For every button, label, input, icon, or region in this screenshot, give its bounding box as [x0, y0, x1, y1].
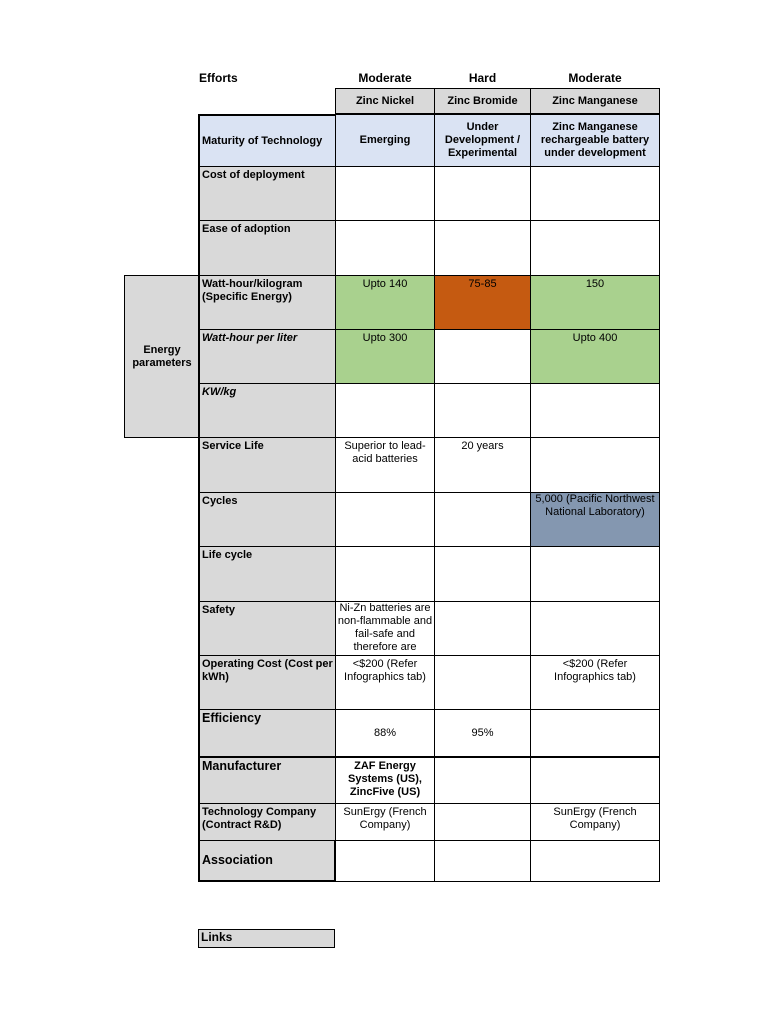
effort-zinc-nickel: Moderate: [358, 71, 412, 85]
cell-maturity-zinc-manganese: Zinc Manganese rechargeable battery under development: [530, 114, 660, 167]
row-label-ease-adoption: Ease of adoption: [198, 220, 336, 276]
cell-safety-zinc-nickel: Ni-Zn batteries are non-flammable and fail-safe and therefore are: [335, 601, 435, 656]
cell-manufacturer-zinc-bromide: [434, 756, 531, 804]
cell-safety-zinc-bromide: [434, 601, 531, 656]
row-label-energy-density: Watt-hour per liter: [198, 329, 336, 384]
row-label-manufacturer: Manufacturer: [198, 756, 336, 804]
cell-life-cycle-zinc-nickel: [335, 546, 435, 602]
row-label-maturity: Maturity of Technology: [198, 114, 336, 167]
row-label-service-life: Service Life: [198, 437, 336, 493]
cell-cost-deployment-zinc-manganese: [530, 166, 660, 221]
energy-parameters-group: Energy parameters: [124, 275, 200, 438]
row-label-cost-deployment: Cost of deployment: [198, 166, 336, 221]
cell-energy-density-zinc-bromide: [434, 329, 531, 384]
effort-zinc-manganese: Moderate: [568, 71, 622, 85]
cell-service-life-zinc-manganese: [530, 437, 660, 493]
cell-life-cycle-zinc-manganese: [530, 546, 660, 602]
efforts-label: Efforts: [199, 71, 238, 85]
cell-association-zinc-nickel: [335, 840, 435, 882]
cell-tech-company-zinc-nickel: SunErgy (French Company): [335, 803, 435, 841]
cell-kw-kg-zinc-nickel: [335, 383, 435, 438]
cell-life-cycle-zinc-bromide: [434, 546, 531, 602]
row-label-safety: Safety: [198, 601, 336, 656]
cell-service-life-zinc-bromide: 20 years: [434, 437, 531, 493]
cell-service-life-zinc-nickel: Superior to lead-acid batteries: [335, 437, 435, 493]
cell-tech-company-zinc-bromide: [434, 803, 531, 841]
row-label-operating-cost: Operating Cost (Cost per kWh): [198, 655, 336, 710]
cell-maturity-zinc-nickel: Emerging: [335, 114, 435, 167]
tech-header-zinc-bromide: Zinc Bromide: [434, 88, 531, 114]
cell-efficiency-zinc-bromide: 95%: [434, 709, 531, 757]
tech-header-zinc-nickel: Zinc Nickel: [335, 88, 435, 114]
row-label-specific-energy: Watt-hour/kilogram (Specific Energy): [198, 275, 336, 330]
cell-operating-cost-zinc-manganese: <$200 (Refer Infographics tab): [530, 655, 660, 710]
cell-specific-energy-zinc-nickel: Upto 140: [335, 275, 435, 330]
cell-specific-energy-zinc-bromide: 75-85: [434, 275, 531, 330]
cell-ease-adoption-zinc-bromide: [434, 220, 531, 276]
cell-energy-density-zinc-manganese: Upto 400: [530, 329, 660, 384]
cell-kw-kg-zinc-bromide: [434, 383, 531, 438]
cell-efficiency-zinc-nickel: 88%: [335, 709, 435, 757]
cell-safety-zinc-manganese: [530, 601, 660, 656]
row-label-life-cycle: Life cycle: [198, 546, 336, 602]
links-label: Links: [198, 929, 335, 948]
effort-zinc-bromide: Hard: [468, 71, 497, 85]
cell-kw-kg-zinc-manganese: [530, 383, 660, 438]
cell-tech-company-zinc-manganese: SunErgy (French Company): [530, 803, 660, 841]
cell-cycles-zinc-nickel: [335, 492, 435, 547]
cell-operating-cost-zinc-nickel: <$200 (Refer Infographics tab): [335, 655, 435, 710]
cell-specific-energy-zinc-manganese: 150: [530, 275, 660, 330]
cell-ease-adoption-zinc-manganese: [530, 220, 660, 276]
row-label-tech-company: Technology Company (Contract R&D): [198, 803, 336, 841]
cell-manufacturer-zinc-manganese: [530, 756, 660, 804]
cell-operating-cost-zinc-bromide: [434, 655, 531, 710]
cell-energy-density-zinc-nickel: Upto 300: [335, 329, 435, 384]
row-label-association: Association: [198, 840, 336, 882]
cell-efficiency-zinc-manganese: [530, 709, 660, 757]
cell-cycles-zinc-bromide: [434, 492, 531, 547]
cell-association-zinc-bromide: [434, 840, 531, 882]
cell-cost-deployment-zinc-nickel: [335, 166, 435, 221]
row-label-efficiency: Efficiency: [198, 709, 336, 757]
cell-ease-adoption-zinc-nickel: [335, 220, 435, 276]
cell-maturity-zinc-bromide: Under Development / Experimental: [434, 114, 531, 167]
row-label-cycles: Cycles: [198, 492, 336, 547]
row-label-kw-kg: KW/kg: [198, 383, 336, 438]
cell-cycles-zinc-manganese: 5,000 (Pacific Northwest National Laboratory): [530, 492, 660, 547]
cell-cost-deployment-zinc-bromide: [434, 166, 531, 221]
cell-manufacturer-zinc-nickel: ZAF Energy Systems (US), ZincFive (US): [335, 756, 435, 804]
cell-association-zinc-manganese: [530, 840, 660, 882]
tech-header-zinc-manganese: Zinc Manganese: [530, 88, 660, 114]
